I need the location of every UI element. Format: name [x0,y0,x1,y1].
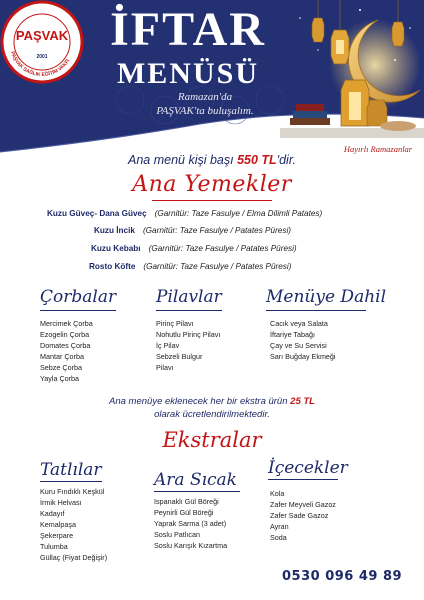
intro-text-before: Ana menü kişi başı [128,153,238,167]
desserts-divider [40,481,102,482]
main-course-item [47,209,322,218]
ramadan-greeting: Hayırlı Ramazanlar [343,144,413,154]
extra-price-note [0,395,424,421]
list-item: İrmik Helvası [40,498,82,507]
list-item: Zafer Meyveli Gazoz [270,500,336,509]
drinks-divider [268,479,338,480]
list-item: Kuru Fındıklı Keşkül [40,487,105,496]
pilafs-divider [156,310,222,311]
pilafs-heading: Pilavlar [156,287,222,307]
list-item: Zafer Sade Gazoz [270,511,329,520]
desserts-list [40,486,107,563]
main-course-garnish: (Garnitür: Taze Fasulye / Elma Dilimli Patates) [154,209,323,218]
list-item: Cacık veya Salata [270,319,328,328]
list-item: Pilavı [156,363,174,372]
extra-note-line1 [0,395,424,408]
list-item: Soslu Patlıcan [154,530,200,539]
main-menu-price-note [0,153,424,167]
list-item: Ezogelin Çorba [40,330,90,339]
soups-heading: Çorbalar [40,287,117,307]
main-course-dish: Rosto Köfte [89,262,136,271]
list-item: İftariye Tabağı [270,330,316,339]
desserts-heading: Tatlılar [40,460,102,480]
list-item: Ayran [270,522,289,531]
extra-note-line2: olarak ücretlendirilmektedir. [154,409,270,420]
main-course-item [91,244,297,253]
list-item: İç Pilav [156,341,180,350]
list-item: Çay ve Su Servisi [270,341,327,350]
header-banner [0,0,424,160]
list-item: Ispanaklı Gül Böreği [154,497,219,506]
list-item: Soslu Karışık Kızartma [154,541,228,550]
main-course-dish: Kuzu Güveç- Dana Güveç [47,209,147,218]
extra-price: 25 TL [290,396,315,407]
list-item: Mantar Çorba [40,352,84,361]
drinks-list [270,488,336,543]
tagline-line2: PAŞVAK'ta buluşalım. [156,105,254,117]
intro-text-after: 'dir. [276,153,296,167]
logo-ring-text: PAŞVAK SAĞLIK EĞİTİM VAKFI [9,50,72,79]
menu-included-list [270,318,336,362]
logo-year: 2001 [36,54,48,60]
page-title: İFTAR [110,3,266,56]
list-item: Tulumba [40,542,68,551]
list-item: Mercimek Çorba [40,319,93,328]
tagline [150,90,260,118]
menu-included-divider [266,310,366,311]
logo-text: PAŞVAK [15,28,69,43]
menu-included-heading: Menüye Dahil [266,287,387,307]
main-course-dish: Kuzu Kebabı [91,244,141,253]
list-item: Soda [270,533,287,542]
main-courses-divider [152,200,272,201]
main-course-dish: Kuzu İncik [94,226,135,235]
main-course-garnish: (Garnitür: Taze Fasulye / Patates Püresi) [143,262,292,271]
pilafs-list [156,318,220,373]
main-courses-heading: Ana Yemekler [132,172,292,197]
main-course-item [89,262,291,271]
soups-list [40,318,93,384]
page-subtitle: MENÜSÜ [116,57,259,90]
hot-starters-list [154,496,227,551]
list-item: Sarı Buğday Ekmeği [270,352,336,361]
hot-starters-divider [154,491,240,492]
extras-heading: Ekstralar [162,428,262,452]
list-item: Pirinç Pilavı [156,319,194,328]
extra-note-text: Ana menüye eklenecek her bir ekstra ürün [109,396,291,407]
list-item: Kemalpaşa [40,520,76,529]
list-item: Peynirli Gül Böreği [154,508,214,517]
hot-starters-heading: Ara Sıcak [154,470,237,490]
list-item: Yayla Çorba [40,374,80,383]
soups-divider [40,310,116,311]
main-menu-price: 550 TL [237,153,277,167]
tagline-line1: Ramazan'da [177,91,233,103]
phone-number[interactable]: 0530 096 49 89 [282,569,403,584]
list-item: Sebze Çorba [40,363,82,372]
list-item: Şekerpare [40,531,74,540]
list-item: Domates Çorba [40,341,91,350]
main-course-garnish: (Garnitür: Taze Fasulye / Patates Püresi) [142,226,291,235]
list-item: Kadayıf [40,509,65,518]
main-course-garnish: (Garnitür: Taze Fasulye / Patates Püresi) [148,244,297,253]
list-item: Güllaç (Fiyat Değişir) [40,553,108,562]
drinks-heading: İçecekler [268,458,348,478]
list-item: Sebzeli Bulgur [156,352,203,361]
main-course-item [94,226,291,235]
list-item: Nohutlu Pirinç Pilavı [156,330,221,339]
list-item: Kola [270,489,285,498]
pasvak-logo [0,0,84,84]
list-item: Yaprak Sarma (3 adet) [154,519,227,528]
